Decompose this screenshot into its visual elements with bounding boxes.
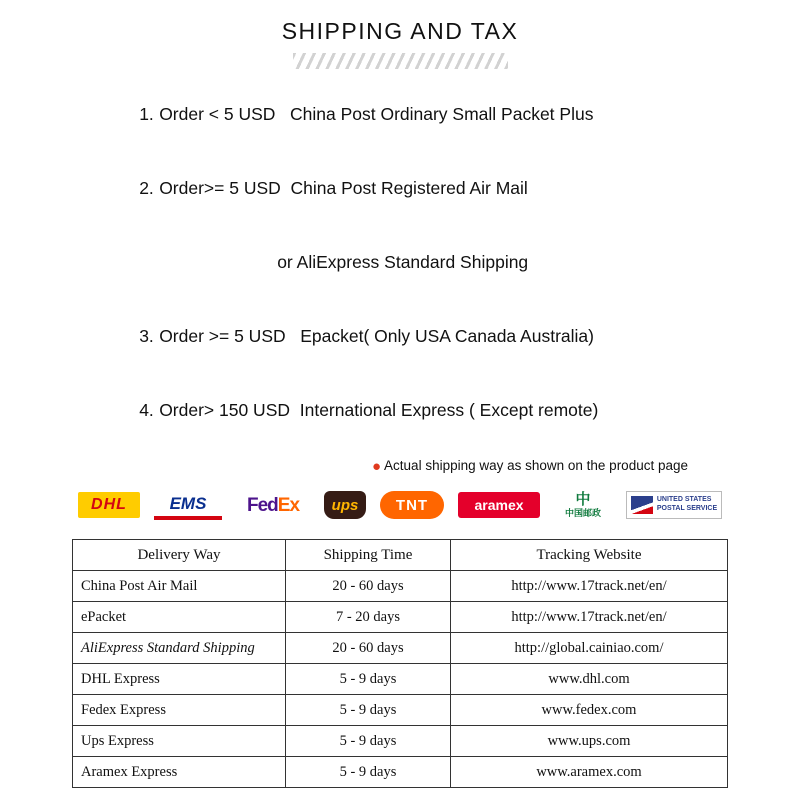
- shipping-term-2-alt: [110, 231, 800, 294]
- usps-logo-line1: UNITED STATES: [656, 496, 712, 504]
- bullet-dot-icon: ●: [371, 458, 382, 475]
- cell-shipping-time: 20 - 60 days: [286, 633, 451, 664]
- shipping-note: [0, 458, 800, 475]
- table-row: [73, 664, 728, 695]
- shipping-term-3: [110, 305, 800, 368]
- cell-delivery-way: ePacket: [73, 602, 286, 633]
- aramex-logo: [458, 492, 540, 518]
- carrier-logos: [0, 487, 800, 523]
- cell-shipping-time: 20 - 60 days: [286, 571, 451, 602]
- usps-logo-text: [657, 496, 717, 514]
- tnt-logo-label: TNT: [395, 496, 429, 514]
- ups-logo: [324, 491, 366, 519]
- hatched-divider: [293, 53, 508, 69]
- term-text: Order>= 5 USD China Post Registered Air Mail: [159, 178, 528, 198]
- table-row: [73, 633, 728, 664]
- usps-logo-line2: POSTAL SERVICE: [656, 505, 718, 512]
- cell-tracking-website: www.dhl.com: [451, 664, 728, 695]
- table-row: [73, 757, 728, 788]
- cell-shipping-time: 7 - 20 days: [286, 602, 451, 633]
- term-number: 2.: [139, 178, 154, 198]
- cell-tracking-website: http://global.cainiao.com/: [451, 633, 728, 664]
- term-number: 3.: [139, 326, 154, 346]
- shipping-term-1: [110, 83, 800, 146]
- term-number: 4.: [139, 400, 154, 420]
- table-row: [73, 695, 728, 726]
- china-post-logo-label: 中国邮政: [564, 508, 601, 518]
- ups-logo-label: ups: [331, 496, 359, 514]
- cell-delivery-way: Ups Express: [73, 726, 286, 757]
- china-post-mark-icon: 中: [575, 491, 591, 508]
- shipping-note-text: Actual shipping way as shown on the product page: [384, 458, 688, 474]
- cell-shipping-time: 5 - 9 days: [286, 664, 451, 695]
- cell-tracking-website: www.ups.com: [451, 726, 728, 757]
- term-text: Order >= 5 USD Epacket( Only USA Canada Australia): [159, 326, 594, 346]
- shipping-methods-table: [72, 539, 728, 788]
- cell-delivery-way: China Post Air Mail: [73, 571, 286, 602]
- tnt-logo: [380, 491, 444, 519]
- cell-delivery-way: DHL Express: [73, 664, 286, 695]
- cell-shipping-time: 5 - 9 days: [286, 726, 451, 757]
- column-header-delivery-way: Delivery Way: [73, 540, 286, 571]
- cell-delivery-way: Fedex Express: [73, 695, 286, 726]
- usps-logo: [626, 491, 722, 519]
- dhl-logo-label: DHL: [91, 496, 127, 513]
- shipping-term-2: [110, 157, 800, 220]
- fedex-logo-label-fed: Fed: [246, 494, 278, 516]
- shipping-terms-list: [0, 83, 800, 442]
- usps-eagle-icon: [631, 496, 653, 514]
- china-post-logo: [554, 490, 612, 520]
- term-text: or AliExpress Standard Shipping: [277, 252, 529, 272]
- cell-tracking-website: http://www.17track.net/en/: [451, 602, 728, 633]
- table-row: [73, 602, 728, 633]
- cell-tracking-website: www.fedex.com: [451, 695, 728, 726]
- table-row: [73, 726, 728, 757]
- term-number: 1.: [139, 104, 154, 124]
- term-text: Order> 150 USD International Express ( Except remote): [159, 400, 599, 420]
- term-text: Order < 5 USD China Post Ordinary Small Packet Plus: [159, 104, 594, 124]
- cell-tracking-website: http://www.17track.net/en/: [451, 571, 728, 602]
- table-header-row: [73, 540, 728, 571]
- table-row: [73, 571, 728, 602]
- cell-shipping-time: 5 - 9 days: [286, 757, 451, 788]
- fedex-logo: [236, 492, 310, 518]
- aramex-logo-label: aramex: [474, 497, 524, 513]
- column-header-tracking-website: Tracking Website: [451, 540, 728, 571]
- column-header-shipping-time: Shipping Time: [286, 540, 451, 571]
- cell-shipping-time: 5 - 9 days: [286, 695, 451, 726]
- cell-delivery-way: AliExpress Standard Shipping: [73, 633, 286, 664]
- ems-logo: [154, 490, 222, 520]
- page-title: SHIPPING AND TAX: [281, 18, 519, 44]
- cell-delivery-way: Aramex Express: [73, 757, 286, 788]
- shipping-term-4: [110, 379, 800, 442]
- ems-logo-label: EMS: [169, 493, 207, 513]
- cell-tracking-website: www.aramex.com: [451, 757, 728, 788]
- fedex-logo-label-ex: Ex: [277, 494, 300, 516]
- dhl-logo: [78, 492, 140, 518]
